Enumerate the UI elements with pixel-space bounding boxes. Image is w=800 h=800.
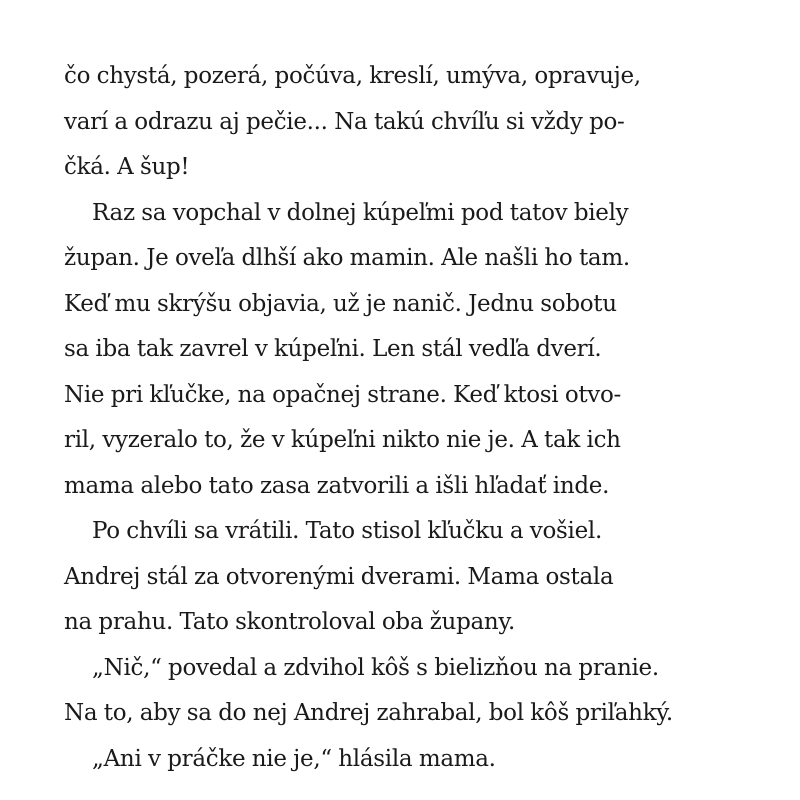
text-line: Nie pri kľučke, na opačnej strane. Keď ktosi otvo- bbox=[64, 381, 622, 408]
paragraph-start-line: „Nič,“ povedal a zdvihol kôš s bielizňou na pranie. bbox=[92, 654, 659, 681]
text-line: Andrej stál za otvorenými dverami. Mama ostala bbox=[64, 563, 614, 590]
body-text bbox=[64, 54, 744, 782]
text-line: ril, vyzeralo to, že v kúpeľni nikto nie je. A tak ich bbox=[64, 427, 621, 453]
text-line: čká. A šup! bbox=[64, 154, 190, 180]
text-line: varí a odrazu aj pečie... Na takú chvíľu si vždy po- bbox=[64, 108, 625, 135]
text-line: Na to, aby sa do nej Andrej zahrabal, bol kôš priľahký. bbox=[64, 700, 673, 726]
text-line: na prahu. Tato skontroloval oba župany. bbox=[64, 609, 516, 635]
text-line: čo chystá, pozerá, počúva, kreslí, umýva, opravuje, bbox=[64, 63, 641, 89]
text-line: sa iba tak zavrel v kúpeľni. Len stál vedľa dverí. bbox=[64, 336, 602, 362]
text-line: župan. Je oveľa dlhší ako mamin. Ale našli ho tam. bbox=[64, 245, 630, 271]
paragraph-start-line: Raz sa vopchal v dolnej kúpeľmi pod tatov biely bbox=[92, 199, 629, 226]
paragraph-start-line: „Ani v práčke nie je,“ hlásila mama. bbox=[92, 745, 496, 772]
paragraph-start-line: Po chvíli sa vrátili. Tato stisol kľučku a vošiel. bbox=[92, 518, 602, 544]
text-line: mama alebo tato zasa zatvorili a išli hľadať inde. bbox=[64, 472, 610, 499]
text-line: Keď mu skrýšu objavia, už je nanič. Jednu sobotu bbox=[64, 290, 617, 317]
